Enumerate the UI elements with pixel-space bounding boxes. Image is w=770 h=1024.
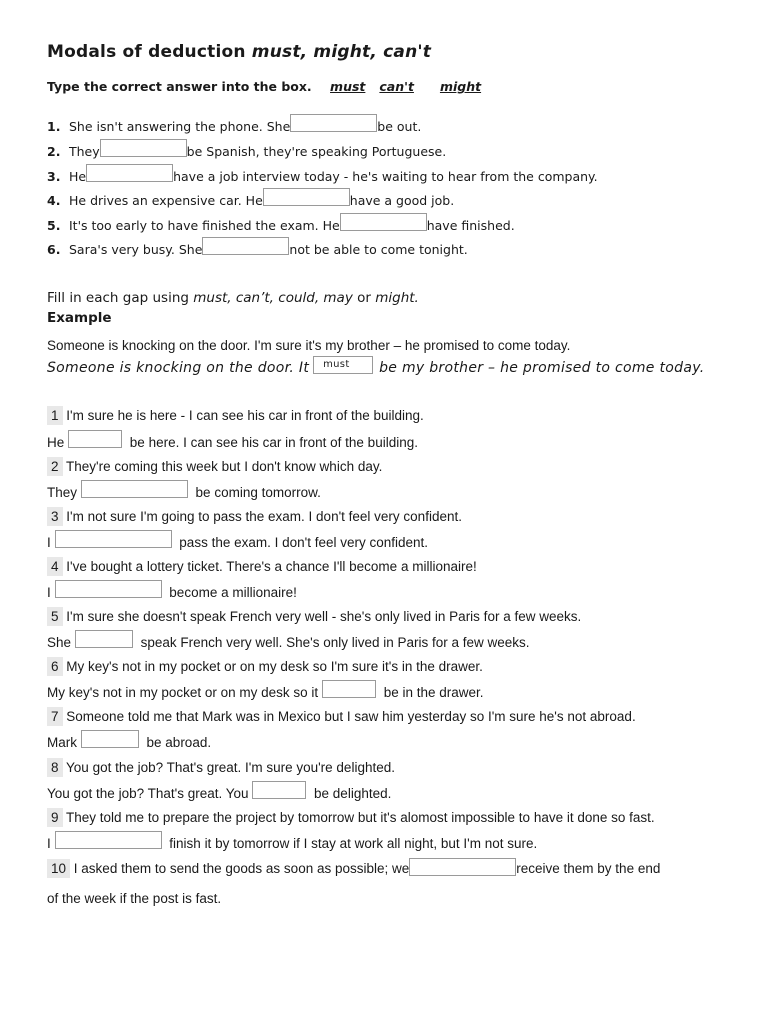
item-2-prompt: 2 They're coming this week but I don't know which day. <box>47 457 382 476</box>
item-5-gap: She speak French very well. She's only lived in Paris for a few weeks. <box>47 630 530 650</box>
item-9-gap: I finish it by tomorrow if I stay at work all night, but I'm not sure. <box>47 831 537 851</box>
answer-input[interactable] <box>75 630 133 648</box>
answer-input[interactable] <box>68 430 122 448</box>
item-6-prompt: 6 My key's not in my pocket or on my desk so I'm sure it's in the drawer. <box>47 657 483 676</box>
part1-question-4: 4. He drives an expensive car. He have a good job. <box>47 188 454 208</box>
answer-input[interactable] <box>252 781 306 799</box>
item-1-prompt: 1 I'm sure he is here - I can see his car in front of the building. <box>47 406 424 425</box>
example-answer-box: must <box>313 356 373 374</box>
answer-input[interactable] <box>202 237 289 255</box>
part1-question-1: 1. She isn't answering the phone. She be out. <box>47 114 421 134</box>
part2-instruction: Fill in each gap using must, can’t, could, may or might. <box>47 290 419 306</box>
example-gapped: Someone is knocking on the door. It must be my brother – he promised to come today. <box>47 356 704 376</box>
answer-input[interactable] <box>263 188 350 206</box>
item-7-prompt: 7 Someone told me that Mark was in Mexico but I saw him yesterday so I'm sure he's not abroad. <box>47 707 636 726</box>
item-3-gap: I pass the exam. I don't feel very confident. <box>47 530 428 550</box>
part1-question-2: 2. They be Spanish, they're speaking Portuguese. <box>47 139 446 159</box>
item-8-prompt: 8 You got the job? That's great. I'm sure you're delighted. <box>47 758 395 777</box>
answer-input[interactable] <box>409 858 516 876</box>
part1-question-3: 3. He have a job interview today - he's waiting to hear from the company. <box>47 164 598 184</box>
item-10: 10 I asked them to send the goods as soon as possible; we receive them by the end <box>47 858 660 878</box>
instruction: Type the correct answer into the box. must can't might <box>47 79 482 94</box>
page-title: Modals of deduction must, might, can't <box>47 42 432 62</box>
answer-input[interactable] <box>322 680 376 698</box>
item-1-gap: He be here. I can see his car in front of the building. <box>47 430 418 450</box>
answer-input[interactable] <box>86 164 173 182</box>
item-5-prompt: 5 I'm sure she doesn't speak French very well - she's only lived in Paris for a few weeks. <box>47 607 581 626</box>
item-7-gap: Mark be abroad. <box>47 730 211 750</box>
example-label: Example <box>47 310 112 326</box>
item-3-prompt: 3 I'm not sure I'm going to pass the exam. I don't feel very confident. <box>47 507 462 526</box>
item-6-gap: My key's not in my pocket or on my desk so it be in the drawer. <box>47 680 484 700</box>
answer-input[interactable] <box>81 730 139 748</box>
answer-input[interactable] <box>55 580 162 598</box>
answer-input[interactable] <box>55 530 172 548</box>
answer-input[interactable] <box>290 114 377 132</box>
answer-input[interactable] <box>340 213 427 231</box>
item-4-prompt: 4 I've bought a lottery ticket. There's a chance I'll become a millionaire! <box>47 557 477 576</box>
item-8-gap: You got the job? That's great. You be delighted. <box>47 781 391 801</box>
answer-input[interactable] <box>81 480 188 498</box>
word-bank: must can't might <box>330 79 482 94</box>
answer-input[interactable] <box>55 831 162 849</box>
part1-question-6: 6. Sara's very busy. She not be able to come tonight. <box>47 237 468 257</box>
item-10-continued: of the week if the post is fast. <box>47 891 222 906</box>
part1-question-5: 5. It's too early to have finished the exam. He have finished. <box>47 213 515 233</box>
item-9-prompt: 9 They told me to prepare the project by tomorrow but it's alomost impossible to have it done so fast. <box>47 808 655 827</box>
example-sentence: Someone is knocking on the door. I'm sure it's my brother – he promised to come today. <box>47 338 571 353</box>
item-2-gap: They be coming tomorrow. <box>47 480 321 500</box>
answer-input[interactable] <box>100 139 187 157</box>
item-4-gap: I become a millionaire! <box>47 580 297 600</box>
